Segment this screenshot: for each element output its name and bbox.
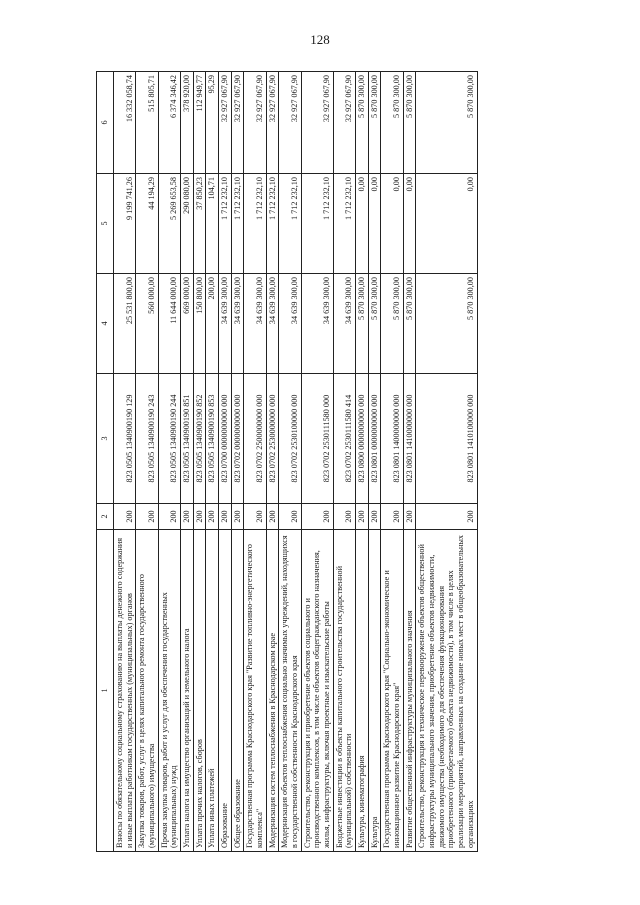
row-remaining-amount-cell: 5 870 300,00 — [381, 72, 403, 174]
row-approved-amount-cell: 560 000,00 — [136, 274, 158, 374]
row-executed-amount-cell: 9 199 741,26 — [114, 174, 136, 274]
row-remaining-amount-cell: 5 870 300,00 — [416, 72, 477, 174]
row-approved-amount-cell: 5 870 300,00 — [356, 274, 369, 374]
row-approved-amount-cell: 34 639 300,00 — [301, 274, 333, 374]
row-executed-amount-cell: 1 712 232,10 — [244, 174, 266, 274]
row-executed-amount-cell: 1 712 232,10 — [333, 174, 355, 274]
row-name-cell: Прочая закупка товаров, работ и услуг для обеспечения государственных (муниципальных) нужд — [158, 530, 180, 852]
row-remaining-amount-cell: 6 374 346,42 — [158, 72, 180, 174]
table-row — [114, 72, 136, 852]
row-line-code-cell: 200 — [333, 504, 355, 530]
row-line-code-cell: 200 — [244, 504, 266, 530]
table-row — [416, 72, 477, 852]
table-row — [158, 72, 180, 852]
row-approved-amount-cell: 34 639 300,00 — [231, 274, 244, 374]
row-line-code-cell: 200 — [206, 504, 219, 530]
row-approved-amount-cell: 11 644 000,00 — [158, 274, 180, 374]
row-classification-code-cell: 823 0702 0000000000 000 — [231, 374, 244, 504]
table-row — [206, 72, 219, 852]
table-row — [301, 72, 333, 852]
row-approved-amount-cell: 34 639 300,00 — [219, 274, 232, 374]
row-classification-code-cell: 823 0505 1340900190 853 — [206, 374, 219, 504]
header-cell: 3 — [97, 374, 114, 504]
header-cell: 2 — [97, 504, 114, 530]
row-approved-amount-cell: 150 800,00 — [193, 274, 206, 374]
header-cell: 1 — [97, 530, 114, 852]
row-name-cell: Государственная программа Краснодарского края "Развитие топливно-энергетического комплекса" — [244, 530, 266, 852]
row-approved-amount-cell: 5 870 300,00 — [416, 274, 477, 374]
row-line-code-cell: 200 — [381, 504, 403, 530]
row-executed-amount-cell: 1 712 232,10 — [301, 174, 333, 274]
row-executed-amount-cell: 5 269 653,58 — [158, 174, 180, 274]
row-remaining-amount-cell: 32 927 067,90 — [333, 72, 355, 174]
row-approved-amount-cell: 34 639 300,00 — [266, 274, 279, 374]
row-remaining-amount-cell: 5 870 300,00 — [356, 72, 369, 174]
row-line-code-cell: 200 — [266, 504, 279, 530]
table-row — [368, 72, 381, 852]
row-line-code-cell: 200 — [416, 504, 477, 530]
row-approved-amount-cell: 34 639 300,00 — [333, 274, 355, 374]
row-classification-code-cell: 823 0505 1340900190 129 — [114, 374, 136, 504]
row-line-code-cell: 200 — [356, 504, 369, 530]
row-remaining-amount-cell: 32 927 067,90 — [231, 72, 244, 174]
row-remaining-amount-cell: 32 927 067,90 — [219, 72, 232, 174]
row-classification-code-cell: 823 0505 1340900190 851 — [181, 374, 194, 504]
row-name-cell: Уплата прочих налогов, сборов — [193, 530, 206, 852]
row-remaining-amount-cell: 112 949,77 — [193, 72, 206, 174]
row-executed-amount-cell: 104,71 — [206, 174, 219, 274]
row-classification-code-cell: 823 0801 1410100000 000 — [416, 374, 477, 504]
row-name-cell: Строительство, реконструкция и приобретение объектов социального и производственного комплексов, в том числе объектов общегражданского назначения, жилья, инфраструктуры, включая проектные и изыскательские работы — [301, 530, 333, 852]
row-executed-amount-cell: 1 712 232,10 — [231, 174, 244, 274]
row-line-code-cell: 200 — [279, 504, 301, 530]
row-remaining-amount-cell: 32 927 067,90 — [244, 72, 266, 174]
row-executed-amount-cell: 1 712 232,10 — [279, 174, 301, 274]
table-rotated-container — [96, 72, 616, 852]
row-approved-amount-cell: 25 531 800,00 — [114, 274, 136, 374]
row-approved-amount-cell: 200,00 — [206, 274, 219, 374]
rotated-table-area — [96, 72, 616, 852]
table-row — [381, 72, 403, 852]
row-line-code-cell: 200 — [219, 504, 232, 530]
row-executed-amount-cell: 0,00 — [356, 174, 369, 274]
row-line-code-cell: 200 — [193, 504, 206, 530]
page-number: 128 — [310, 32, 330, 47]
row-name-cell: Уплата налога на имущество организаций и земельного налога — [181, 530, 194, 852]
row-executed-amount-cell: 290 080,00 — [181, 174, 194, 274]
row-line-code-cell: 200 — [403, 504, 416, 530]
row-approved-amount-cell: 5 870 300,00 — [381, 274, 403, 374]
row-name-cell: Закупка товаров, работ, услуг в целях капитального ремонта государственного (муниципального) имущества — [136, 530, 158, 852]
row-executed-amount-cell: 0,00 — [381, 174, 403, 274]
header-cell: 5 — [97, 174, 114, 274]
row-classification-code-cell: 823 0702 2530100000 000 — [279, 374, 301, 504]
row-approved-amount-cell: 34 639 300,00 — [244, 274, 266, 374]
table-row — [244, 72, 266, 852]
row-remaining-amount-cell: 32 927 067,90 — [301, 72, 333, 174]
row-name-cell: Взносы по обязательному социальному страхованию на выплаты денежного содержания и иные выплаты работникам государственных (муниципальных) органов — [114, 530, 136, 852]
row-executed-amount-cell: 0,00 — [403, 174, 416, 274]
row-remaining-amount-cell: 95,29 — [206, 72, 219, 174]
row-classification-code-cell: 823 0702 2530111580 000 — [301, 374, 333, 504]
table-row — [231, 72, 244, 852]
row-name-cell: Общее образование — [231, 530, 244, 852]
row-classification-code-cell: 823 0702 2530000000 000 — [266, 374, 279, 504]
row-executed-amount-cell: 0,00 — [368, 174, 381, 274]
row-name-cell: Развитие общественной инфраструктуры муниципального значения — [403, 530, 416, 852]
table-row — [279, 72, 301, 852]
header-cell: 4 — [97, 274, 114, 374]
row-name-cell: Культура — [368, 530, 381, 852]
row-executed-amount-cell: 1 712 232,10 — [266, 174, 279, 274]
row-classification-code-cell: 823 0800 0000000000 000 — [356, 374, 369, 504]
row-name-cell: Модернизация систем теплоснабжения в Краснодарском крае — [266, 530, 279, 852]
row-name-cell: Модернизация объектов теплоснабжения социально значимых учреждений, находящихся в государственной собственности Краснодарского края — [279, 530, 301, 852]
row-remaining-amount-cell: 515 805,71 — [136, 72, 158, 174]
table-row — [333, 72, 355, 852]
row-classification-code-cell: 823 0505 1340900190 244 — [158, 374, 180, 504]
row-classification-code-cell: 823 0702 2500000000 000 — [244, 374, 266, 504]
header-row — [97, 72, 114, 852]
row-line-code-cell: 200 — [136, 504, 158, 530]
header-cell: 6 — [97, 72, 114, 174]
row-name-cell: Культура, кинематография — [356, 530, 369, 852]
table-row — [356, 72, 369, 852]
row-classification-code-cell: 823 0801 0000000000 000 — [368, 374, 381, 504]
row-classification-code-cell: 823 0702 2530111580 414 — [333, 374, 355, 504]
row-line-code-cell: 200 — [114, 504, 136, 530]
row-executed-amount-cell: 0,00 — [416, 174, 477, 274]
row-name-cell: Строительство, реконструкция и техническое перевооружение объектов общественной инфраструктуры муниципального значения, приобретение объектов недвижимости, движимого имущества (необходимого для обеспечения функционирования приобретенного (приобретаемого) объекта недвижимости), в том числе в целях реализации мероприятий, направленных на создание новых мест в общеобразовательных организациях — [416, 530, 477, 852]
row-remaining-amount-cell: 5 870 300,00 — [403, 72, 416, 174]
row-executed-amount-cell: 37 850,23 — [193, 174, 206, 274]
row-line-code-cell: 200 — [231, 504, 244, 530]
row-line-code-cell: 200 — [158, 504, 180, 530]
row-name-cell: Уплата иных платежей — [206, 530, 219, 852]
table-row — [403, 72, 416, 852]
row-line-code-cell: 200 — [181, 504, 194, 530]
row-remaining-amount-cell: 32 927 067,90 — [279, 72, 301, 174]
row-classification-code-cell: 823 0801 1410000000 000 — [403, 374, 416, 504]
table-row — [181, 72, 194, 852]
row-remaining-amount-cell: 5 870 300,00 — [368, 72, 381, 174]
row-approved-amount-cell: 669 000,00 — [181, 274, 194, 374]
row-remaining-amount-cell: 378 920,00 — [181, 72, 194, 174]
row-classification-code-cell: 823 0801 1400000000 000 — [381, 374, 403, 504]
table-row — [219, 72, 232, 852]
row-approved-amount-cell: 5 870 300,00 — [403, 274, 416, 374]
row-name-cell: Государственная программа Краснодарского края "Социально-экономическое и инновационное развитие Краснодарского края" — [381, 530, 403, 852]
row-executed-amount-cell: 44 194,29 — [136, 174, 158, 274]
row-name-cell: Бюджетные инвестиции в объекты капитального строительства государственной (муниципальной) собственности — [333, 530, 355, 852]
table-row — [266, 72, 279, 852]
budget-table — [96, 71, 478, 852]
row-remaining-amount-cell: 16 332 058,74 — [114, 72, 136, 174]
row-remaining-amount-cell: 32 927 067,90 — [266, 72, 279, 174]
table-row — [136, 72, 158, 852]
row-line-code-cell: 200 — [301, 504, 333, 530]
row-classification-code-cell: 823 0505 1340900190 852 — [193, 374, 206, 504]
row-classification-code-cell: 823 0505 1340900190 243 — [136, 374, 158, 504]
row-executed-amount-cell: 1 712 232,10 — [219, 174, 232, 274]
row-line-code-cell: 200 — [368, 504, 381, 530]
row-name-cell: Образование — [219, 530, 232, 852]
row-classification-code-cell: 823 0700 0000000000 000 — [219, 374, 232, 504]
table-row — [193, 72, 206, 852]
row-approved-amount-cell: 5 870 300,00 — [368, 274, 381, 374]
row-approved-amount-cell: 34 639 300,00 — [279, 274, 301, 374]
table-body — [114, 72, 478, 852]
